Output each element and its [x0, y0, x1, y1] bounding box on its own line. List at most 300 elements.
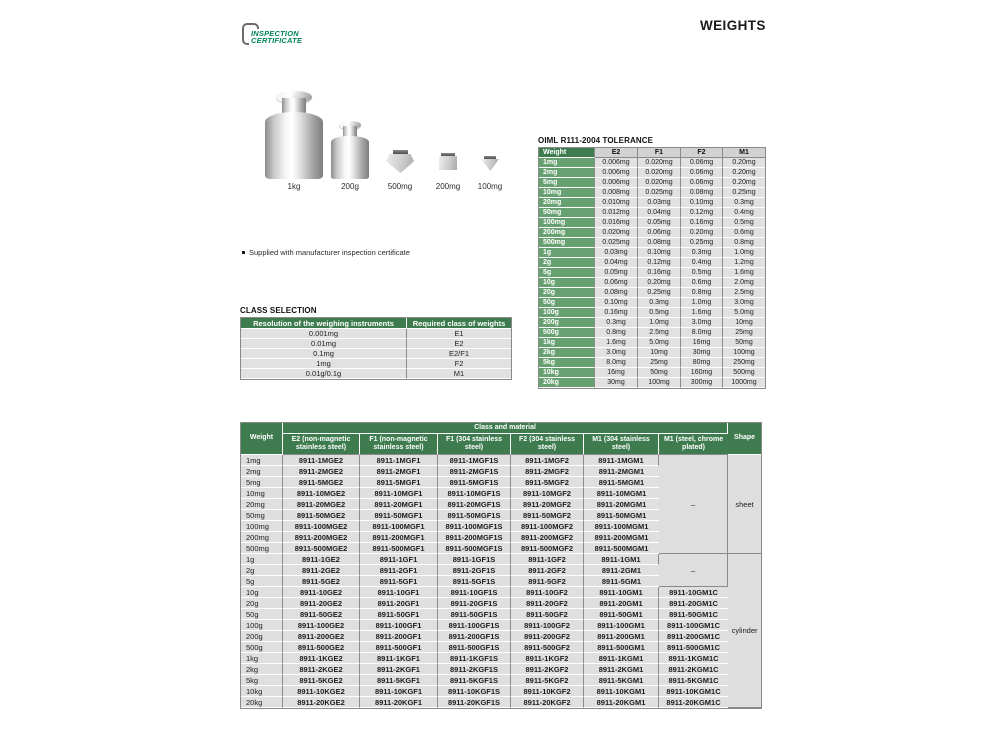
part-number-cell: 8911-50GM1C [659, 609, 728, 620]
part-number-cell: 8911-1KGM1 [584, 653, 659, 664]
tolerance-value-cell: 0.12mg [638, 258, 681, 268]
tolerance-row [539, 258, 765, 268]
not-available-cell: – [659, 554, 728, 587]
part-number-cell: 8911-5KGF1 [360, 675, 438, 686]
part-number-cell: 8911-100MGM1 [584, 521, 659, 532]
part-number-cell: 8911-5GM1 [584, 576, 659, 587]
not-available-cell: – [659, 455, 728, 554]
required-class-cell: E2 [407, 339, 511, 349]
part-number-cell: 8911-5MGF1S [438, 477, 511, 488]
tolerance-weight-cell: 1g [539, 248, 595, 258]
tolerance-row [539, 278, 765, 288]
tolerance-weight-cell: 5kg [539, 358, 595, 368]
part-number-cell: 8911-1KGF2 [511, 653, 584, 664]
tolerance-weight-cell: 200g [539, 318, 595, 328]
tolerance-weight-cell: 2mg [539, 168, 595, 178]
tolerance-value-cell: 0.10mg [595, 298, 638, 308]
parts-header-m1c: M1 (steel, chrome plated) [659, 434, 728, 455]
parts-weight-cell: 500mg [241, 543, 283, 554]
parts-weight-cell: 10mg [241, 488, 283, 499]
part-number-cell: 8911-1MGF1 [360, 455, 438, 466]
part-number-cell: 8911-1MGE2 [283, 455, 360, 466]
part-number-cell: 8911-5KGF2 [511, 675, 584, 686]
parts-header-f1: F1 (non-magnetic stainless steel) [360, 434, 438, 455]
part-number-cell: 8911-10GF1S [438, 587, 511, 598]
part-number-cell: 8911-10MGM1 [584, 488, 659, 499]
tolerance-value-cell: 0.08mg [681, 188, 723, 198]
tolerance-value-cell: 0.020mg [638, 158, 681, 168]
tolerance-value-cell: 8.0mg [595, 358, 638, 368]
tolerance-value-cell: 0.3mg [681, 248, 723, 258]
part-number-cell: 8911-20MGE2 [283, 499, 360, 510]
tolerance-value-cell: 0.3mg [638, 298, 681, 308]
tolerance-value-cell: 10mg [723, 318, 765, 328]
parts-row [241, 620, 761, 631]
tolerance-header-f2: F2 [681, 148, 723, 158]
tolerance-row [539, 318, 765, 328]
parts-row [241, 664, 761, 675]
tolerance-row [539, 178, 765, 188]
tolerance-value-cell: 50mg [638, 368, 681, 378]
tolerance-value-cell: 0.06mg [681, 158, 723, 168]
part-number-cell: 8911-200MGM1 [584, 532, 659, 543]
tolerance-value-cell: 0.20mg [723, 178, 765, 188]
tolerance-row [539, 338, 765, 348]
part-number-cell: 8911-500GM1 [584, 642, 659, 653]
resolution-cell: 1mg [241, 359, 407, 369]
tolerance-value-cell: 0.3mg [595, 318, 638, 328]
tolerance-weight-cell: 10g [539, 278, 595, 288]
part-number-cell: 8911-50GF2 [511, 609, 584, 620]
part-number-cell: 8911-500GF1S [438, 642, 511, 653]
part-number-cell: 8911-10GE2 [283, 587, 360, 598]
tolerance-value-cell: 50mg [723, 338, 765, 348]
tolerance-value-cell: 0.20mg [723, 168, 765, 178]
tolerance-value-cell: 250mg [723, 358, 765, 368]
part-number-cell: 8911-2KGE2 [283, 664, 360, 675]
class-selection-title: CLASS SELECTION [240, 306, 317, 315]
part-number-cell: 8911-20GF1S [438, 598, 511, 609]
tolerance-weight-cell: 100g [539, 308, 595, 318]
tolerance-value-cell: 3.0mg [681, 318, 723, 328]
part-number-cell: 8911-20GE2 [283, 598, 360, 609]
part-number-cell: 8911-2KGM1 [584, 664, 659, 675]
part-number-cell: 8911-1GE2 [283, 554, 360, 565]
part-number-cell: 8911-500MGF2 [511, 543, 584, 554]
class-selection-row [241, 349, 511, 359]
class-selection-header-row [241, 318, 511, 329]
sheet-body [386, 154, 414, 173]
part-number-cell: 8911-2MGM1 [584, 466, 659, 477]
part-number-cell: 8911-50MGF2 [511, 510, 584, 521]
tolerance-value-cell: 2.5mg [723, 288, 765, 298]
class-selection-row [241, 339, 511, 349]
parts-weight-cell: 5g [241, 576, 283, 587]
tolerance-value-cell: 0.016mg [595, 218, 638, 228]
part-number-cell: 8911-5KGF1S [438, 675, 511, 686]
part-number-cell: 8911-2KGM1C [659, 664, 728, 675]
part-number-cell: 8911-10GF2 [511, 587, 584, 598]
tolerance-value-cell: 3.0mg [723, 298, 765, 308]
part-number-cell: 8911-200GE2 [283, 631, 360, 642]
tolerance-value-cell: 0.020mg [638, 178, 681, 188]
tolerance-header-f1: F1 [638, 148, 681, 158]
tolerance-weight-cell: 1kg [539, 338, 595, 348]
required-class-cell: E1 [407, 329, 511, 339]
tolerance-value-cell: 0.10mg [681, 198, 723, 208]
parts-row [241, 554, 761, 565]
parts-header-weight: Weight [241, 423, 283, 455]
class-selection-row [241, 329, 511, 339]
tolerance-row [539, 298, 765, 308]
tolerance-row [539, 308, 765, 318]
tolerance-value-cell: 80mg [681, 358, 723, 368]
part-number-cell: 8911-1MGF1S [438, 455, 511, 466]
tolerance-title: OIML R111-2004 TOLERANCE [538, 136, 654, 145]
tolerance-row [539, 358, 765, 368]
tolerance-value-cell: 0.25mg [681, 238, 723, 248]
part-number-cell: 8911-1GF2 [511, 554, 584, 565]
required-class-cell: M1 [407, 369, 511, 379]
part-number-cell: 8911-10GM1C [659, 587, 728, 598]
tolerance-value-cell: 16mg [595, 368, 638, 378]
parts-weight-cell: 10g [241, 587, 283, 598]
parts-body [241, 455, 761, 708]
tolerance-value-cell: 1000mg [723, 378, 765, 388]
tolerance-value-cell: 0.006mg [595, 158, 638, 168]
tolerance-value-cell: 0.012mg [595, 208, 638, 218]
parts-row [241, 598, 761, 609]
tolerance-row [539, 158, 765, 168]
part-number-cell: 8911-500MGF1S [438, 543, 511, 554]
parts-header-e2: E2 (non-magnetic stainless steel) [283, 434, 360, 455]
parts-weight-cell: 1mg [241, 455, 283, 466]
tolerance-value-cell: 0.025mg [595, 238, 638, 248]
weight-image-200mg [439, 153, 457, 171]
part-number-cell: 8911-2GF1S [438, 565, 511, 576]
part-number-cell: 8911-200GF1S [438, 631, 511, 642]
weight-image-500mg [386, 150, 414, 173]
tolerance-value-cell: 0.3mg [723, 198, 765, 208]
part-number-cell: 8911-200MGE2 [283, 532, 360, 543]
tolerance-weight-cell: 10kg [539, 368, 595, 378]
parts-row [241, 455, 761, 466]
tolerance-row [539, 168, 765, 178]
part-number-cell: 8911-10KGM1C [659, 686, 728, 697]
tolerance-row [539, 348, 765, 358]
weight-image-200g [331, 121, 369, 179]
part-number-cell: 8911-100MGF2 [511, 521, 584, 532]
tolerance-row [539, 368, 765, 378]
tolerance-value-cell: 0.020mg [638, 168, 681, 178]
part-number-cell: 8911-50GF1 [360, 609, 438, 620]
part-number-cell: 8911-20KGF2 [511, 697, 584, 708]
part-number-cell: 8911-2GF1 [360, 565, 438, 576]
part-number-cell: 8911-1KGF1 [360, 653, 438, 664]
tolerance-row [539, 218, 765, 228]
tolerance-value-cell: 25mg [723, 328, 765, 338]
parts-row [241, 609, 761, 620]
part-number-cell: 8911-20GF2 [511, 598, 584, 609]
tolerance-weight-cell: 10mg [539, 188, 595, 198]
tolerance-value-cell: 0.4mg [723, 208, 765, 218]
tolerance-value-cell: 25mg [638, 358, 681, 368]
tolerance-value-cell: 1.0mg [681, 298, 723, 308]
feature-text: Supplied with manufacturer inspection certificate [249, 248, 410, 257]
weight-label-200mg: 200mg [435, 182, 461, 191]
resolution-cell: 0.1mg [241, 349, 407, 359]
parts-weight-cell: 20g [241, 598, 283, 609]
tolerance-weight-cell: 200mg [539, 228, 595, 238]
parts-weight-cell: 50mg [241, 510, 283, 521]
part-number-cell: 8911-10KGF1S [438, 686, 511, 697]
tolerance-value-cell: 0.06mg [681, 168, 723, 178]
tolerance-value-cell: 300mg [681, 378, 723, 388]
tolerance-value-cell: 0.06mg [681, 178, 723, 188]
tolerance-value-cell: 0.08mg [595, 288, 638, 298]
parts-row [241, 642, 761, 653]
part-number-cell: 8911-500GE2 [283, 642, 360, 653]
part-number-cell: 8911-50GM1 [584, 609, 659, 620]
tolerance-weight-cell: 2kg [539, 348, 595, 358]
part-number-cell: 8911-5KGM1C [659, 675, 728, 686]
parts-weight-cell: 200mg [241, 532, 283, 543]
tolerance-value-cell: 0.04mg [638, 208, 681, 218]
tolerance-value-cell: 0.025mg [638, 188, 681, 198]
tolerance-weight-cell: 50g [539, 298, 595, 308]
part-number-cell: 8911-500MGE2 [283, 543, 360, 554]
tolerance-value-cell: 0.10mg [638, 248, 681, 258]
sheet-body [481, 159, 499, 171]
feature-bullet [242, 248, 410, 257]
part-number-cell: 8911-20KGM1 [584, 697, 659, 708]
weight-label-1kg: 1kg [287, 182, 301, 191]
tolerance-value-cell: 3.0mg [595, 348, 638, 358]
part-number-cell: 8911-10KGE2 [283, 686, 360, 697]
parts-weight-cell: 1kg [241, 653, 283, 664]
parts-weight-cell: 1g [241, 554, 283, 565]
part-number-cell: 8911-10MGF2 [511, 488, 584, 499]
weight-body [331, 136, 369, 179]
part-number-cell: 8911-5MGE2 [283, 477, 360, 488]
tolerance-weight-cell: 2g [539, 258, 595, 268]
weight-image-1kg [265, 91, 323, 179]
tolerance-value-cell: 500mg [723, 368, 765, 378]
part-number-cell: 8911-1KGM1C [659, 653, 728, 664]
tolerance-weight-cell: 20g [539, 288, 595, 298]
tolerance-row [539, 288, 765, 298]
part-number-cell: 8911-50GF1S [438, 609, 511, 620]
part-number-cell: 8911-5MGF2 [511, 477, 584, 488]
weight-image-100mg [481, 156, 499, 171]
parts-header-shape: Shape [728, 423, 761, 455]
parts-weight-cell: 500g [241, 642, 283, 653]
part-number-cell: 8911-100MGE2 [283, 521, 360, 532]
part-number-cell: 8911-500MGM1 [584, 543, 659, 554]
part-number-cell: 8911-10GF1 [360, 587, 438, 598]
part-number-cell: 8911-10KGM1 [584, 686, 659, 697]
tolerance-row [539, 198, 765, 208]
part-number-cell: 8911-2GF2 [511, 565, 584, 576]
part-number-cell: 8911-10GM1 [584, 587, 659, 598]
part-number-cell: 8911-100GF1 [360, 620, 438, 631]
part-number-cell: 8911-50MGM1 [584, 510, 659, 521]
tolerance-value-cell: 1.6mg [723, 268, 765, 278]
part-number-cell: 8911-1MGF2 [511, 455, 584, 466]
tolerance-weight-cell: 1mg [539, 158, 595, 168]
inspection-certificate-logo [249, 29, 304, 45]
part-number-cell: 8911-10KGF2 [511, 686, 584, 697]
tolerance-value-cell: 100mg [638, 378, 681, 388]
tolerance-value-cell: 0.25mg [638, 288, 681, 298]
tolerance-row [539, 188, 765, 198]
tolerance-value-cell: 1.6mg [595, 338, 638, 348]
parts-header-f2: F2 (304 stainless steel) [511, 434, 584, 455]
tolerance-value-cell: 0.5mg [638, 308, 681, 318]
tolerance-row [539, 208, 765, 218]
parts-header-group: Class and material [283, 423, 728, 434]
part-number-cell: 8911-1GM1 [584, 554, 659, 565]
part-number-cell: 8911-1MGM1 [584, 455, 659, 466]
shape-cell: cylinder [728, 554, 761, 708]
tolerance-value-cell: 0.03mg [595, 248, 638, 258]
tolerance-value-cell: 0.06mg [638, 228, 681, 238]
sheet-body [439, 156, 457, 170]
part-number-cell: 8911-5KGM1 [584, 675, 659, 686]
tolerance-weight-cell: 5mg [539, 178, 595, 188]
tolerance-value-cell: 2.5mg [638, 328, 681, 338]
part-number-cell: 8911-5MGM1 [584, 477, 659, 488]
part-number-cell: 8911-100GE2 [283, 620, 360, 631]
part-number-cell: 8911-50MGF1 [360, 510, 438, 521]
part-number-cell: 8911-10MGE2 [283, 488, 360, 499]
parts-row [241, 697, 761, 708]
parts-row [241, 587, 761, 598]
part-number-cell: 8911-5GF1 [360, 576, 438, 587]
tolerance-value-cell: 0.16mg [595, 308, 638, 318]
tolerance-value-cell: 2.0mg [723, 278, 765, 288]
weight-label-100mg: 100mg [477, 182, 503, 191]
part-number-cell: 8911-2MGF1S [438, 466, 511, 477]
tolerance-row [539, 378, 765, 388]
tolerance-value-cell: 0.20mg [638, 278, 681, 288]
part-number-cell: 8911-1KGF1S [438, 653, 511, 664]
part-number-cell: 8911-500GF1 [360, 642, 438, 653]
part-number-cell: 8911-20KGF1 [360, 697, 438, 708]
class-selection-row [241, 359, 511, 369]
tolerance-value-cell: 0.04mg [595, 258, 638, 268]
part-number-cell: 8911-2MGE2 [283, 466, 360, 477]
part-number-cell: 8911-200MGF1 [360, 532, 438, 543]
parts-weight-cell: 2g [241, 565, 283, 576]
tolerance-value-cell: 0.4mg [681, 258, 723, 268]
part-number-cell: 8911-20MGF2 [511, 499, 584, 510]
tolerance-value-cell: 1.6mg [681, 308, 723, 318]
part-number-cell: 8911-10MGF1 [360, 488, 438, 499]
tolerance-weight-cell: 100mg [539, 218, 595, 228]
weight-label-500mg: 500mg [387, 182, 413, 191]
tolerance-value-cell: 0.006mg [595, 178, 638, 188]
tolerance-value-cell: 0.25mg [723, 188, 765, 198]
tolerance-row [539, 228, 765, 238]
tolerance-row [539, 328, 765, 338]
parts-row [241, 631, 761, 642]
required-class-cell: F2 [407, 359, 511, 369]
tolerance-row [539, 238, 765, 248]
tolerance-row [539, 268, 765, 278]
tolerance-weight-cell: 20mg [539, 198, 595, 208]
tolerance-value-cell: 0.008mg [595, 188, 638, 198]
tolerance-table [538, 147, 766, 389]
tolerance-header-m1: M1 [723, 148, 765, 158]
tolerance-value-cell: 160mg [681, 368, 723, 378]
tolerance-weight-cell: 5g [539, 268, 595, 278]
part-number-cell: 8911-5GF1S [438, 576, 511, 587]
tolerance-value-cell: 10mg [638, 348, 681, 358]
tolerance-weight-cell: 500g [539, 328, 595, 338]
tolerance-value-cell: 0.05mg [638, 218, 681, 228]
part-number-cell: 8911-20MGF1 [360, 499, 438, 510]
tolerance-value-cell: 0.8mg [681, 288, 723, 298]
part-number-cell: 8911-5GE2 [283, 576, 360, 587]
tolerance-value-cell: 0.20mg [681, 228, 723, 238]
tolerance-weight-cell: 500mg [539, 238, 595, 248]
resolution-cell: 0.01g/0.1g [241, 369, 407, 379]
tolerance-value-cell: 0.20mg [723, 158, 765, 168]
part-number-cell: 8911-2MGF2 [511, 466, 584, 477]
part-number-cell: 8911-1GF1S [438, 554, 511, 565]
part-number-cell: 8911-20MGF1S [438, 499, 511, 510]
tolerance-header-weight: Weight [539, 148, 595, 158]
page-title: WEIGHTS [700, 18, 766, 33]
parts-weight-cell: 20mg [241, 499, 283, 510]
tolerance-value-cell: 1.0mg [638, 318, 681, 328]
tolerance-value-cell: 1.0mg [723, 248, 765, 258]
tolerance-header-row [539, 148, 765, 158]
tolerance-value-cell: 0.12mg [681, 208, 723, 218]
part-number-cell: 8911-50MGF1S [438, 510, 511, 521]
part-number-cell: 8911-200GF2 [511, 631, 584, 642]
tolerance-value-cell: 0.03mg [638, 198, 681, 208]
tolerance-value-cell: 0.5mg [681, 268, 723, 278]
tolerance-value-cell: 0.8mg [595, 328, 638, 338]
bullet-square-icon [242, 251, 245, 254]
logo-line2: CERTIFICATE [251, 36, 303, 45]
tolerance-value-cell: 0.16mg [638, 268, 681, 278]
tolerance-value-cell: 0.010mg [595, 198, 638, 208]
part-number-cell: 8911-500GF2 [511, 642, 584, 653]
tolerance-value-cell: 0.8mg [723, 238, 765, 248]
weight-body [265, 112, 323, 179]
part-number-cell: 8911-20KGE2 [283, 697, 360, 708]
parts-weight-cell: 50g [241, 609, 283, 620]
part-number-cell: 8911-100GF1S [438, 620, 511, 631]
tolerance-value-cell: 5.0mg [638, 338, 681, 348]
class-selection-table [240, 317, 512, 380]
parts-header-row2 [241, 434, 761, 455]
tolerance-value-cell: 16mg [681, 338, 723, 348]
tolerance-value-cell: 1.2mg [723, 258, 765, 268]
part-number-cell: 8911-100GM1 [584, 620, 659, 631]
resolution-cell: 0.01mg [241, 339, 407, 349]
shape-cell: sheet [728, 455, 761, 554]
part-number-cell: 8911-20KGF1S [438, 697, 511, 708]
part-number-cell: 8911-50GE2 [283, 609, 360, 620]
tolerance-value-cell: 0.6mg [723, 228, 765, 238]
tolerance-row [539, 248, 765, 258]
weight-label-200g: 200g [341, 182, 359, 191]
part-number-cell: 8911-100MGF1S [438, 521, 511, 532]
